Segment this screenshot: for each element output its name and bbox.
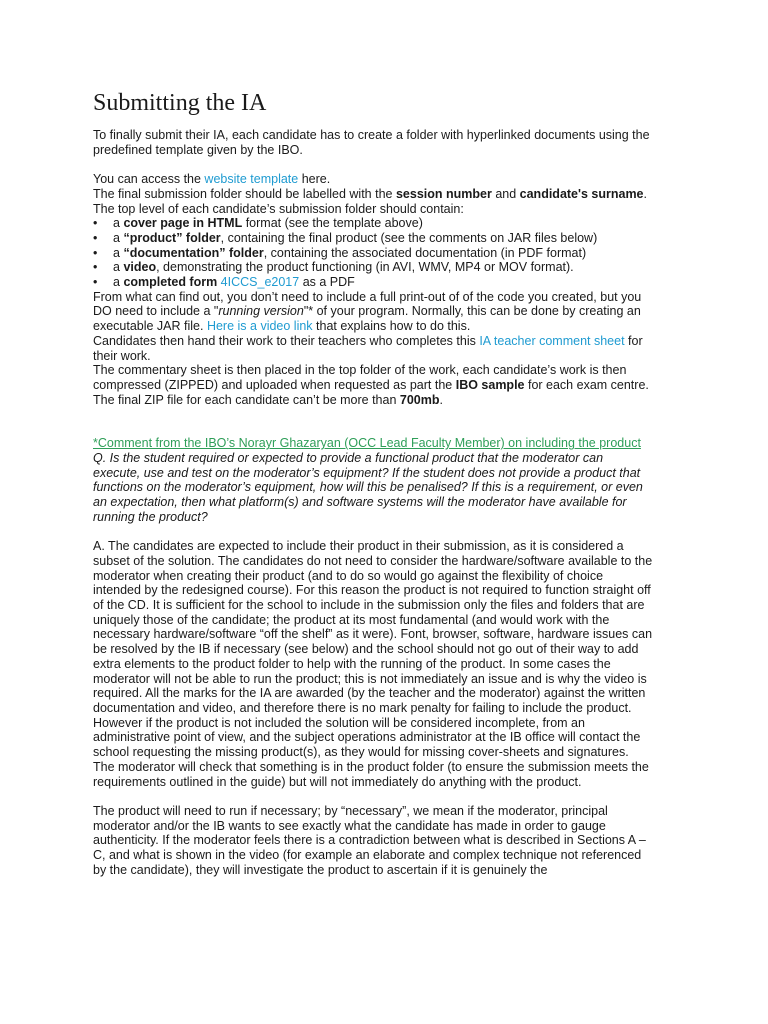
intro-paragraph: To finally submit their IA, each candidate has to create a folder with hyperlinked documents using the predefined template given by the IBO.	[93, 128, 650, 157]
candidate-surname-text: candidate's surname	[519, 186, 644, 201]
bullet: •	[93, 245, 98, 260]
teacher-comment-sheet-link[interactable]: IA teacher comment sheet	[479, 333, 625, 348]
spacer	[93, 407, 653, 436]
website-template-link[interactable]: website template	[204, 172, 299, 187]
list-item: • a “product” folder, containing the final product (see the comments on JAR files below)	[93, 230, 598, 245]
document-body	[93, 89, 653, 877]
moderator-check-paragraph: The moderator will check that something is in the product folder (to ensure the submission meets the requirements outlined in the guide) but will not immediately do anything with the product.	[93, 759, 649, 789]
bullet: •	[93, 260, 98, 275]
size-limit-text: 700mb	[399, 392, 440, 407]
form-4iccs-link[interactable]: 4ICCS_e2017	[217, 275, 300, 290]
spacer	[93, 789, 653, 804]
list-item: • a “documentation” folder, containing the associated documentation (in PDF format)	[93, 245, 587, 260]
folder-contents-list	[93, 216, 653, 290]
list-item: • a cover page in HTML format (see the template above)	[93, 216, 423, 231]
bullet: •	[93, 230, 98, 245]
list-item: • a completed form 4ICCS_e2017 as a PDF	[93, 275, 355, 290]
ibo-sample-text: IBO sample	[455, 377, 525, 392]
zip-size-paragraph: The final ZIP file for each candidate can’t be more than 700mb.	[93, 392, 443, 407]
answer-paragraph: A. The candidates are expected to include their product in their submission, as it is considered a subset of the solution. The candidates do not need to consider the hardware/software available to the moderator when creating their product (and to do so would go against the flexibility of choice intended by the redesigned course). For this reason the product is not required to function straight off of the CD. It is sufficient for the school to include in the submission only the files and folders that are uniquely those of the candidate; the product at its most fundamental (and would work with the necessary hardware/software “off the shelf” as it were). Font, browser, software, hardware issues can be resolved by the IB if necessary (see below) and the school should not go out of their way to add extra elements to the product folder to help with the running of the product. In some cases the moderator will not be able to run the product; this is not immediately an issue and is why the video is required. All the marks for the IA are awarded (by the teacher and the moderator) against the written documentation and video, and therefore there is no mark penalty for failing to include the product. However if the product is not included the solution will be considered incomplete, from an administrative point of view, and the subject operations administrator at the IB office will contact the school requesting the missing product(s), as they would for missing cover-sheets and signatures.	[93, 539, 653, 760]
list-item: • a video, demonstrating the product functioning (in AVI, WMV, MP4 or MOV format).	[93, 260, 574, 275]
hand-in-paragraph: Candidates then hand their work to their teachers who completes this IA teacher comment sheet for their work.	[93, 333, 643, 363]
label-paragraph: The final submission folder should be labelled with the session number and candidate's surname.	[93, 186, 647, 201]
comment-link[interactable]: *Comment from the IBO’s Norayr Ghazaryan (OCC Lead Faculty Member) on including the product	[93, 436, 641, 451]
commentary-paragraph: The commentary sheet is then placed in the top folder of the work, each candidate’s work is then compressed (ZIPPED) and uploaded when requested as part the IBO sample for each exam centre.	[93, 363, 649, 392]
spacer	[93, 525, 653, 540]
top-level-paragraph: The top level of each candidate’s submission folder should contain:	[93, 201, 464, 216]
bullet: •	[93, 275, 98, 290]
question-paragraph: Q. Is the student required or expected to provide a functional product that the moderator can execute, use and test on the moderator’s equipment? If the student does not provide a product that functions on the moderator’s equipment, how will this be penalised? If this is a requirement, or even an expectation, then what platform(s) and software systems will the moderator have available for running the product?	[93, 451, 643, 524]
spacer	[93, 157, 653, 172]
bullet: •	[93, 216, 98, 231]
comment-heading	[93, 436, 653, 451]
session-number-text: session number	[395, 186, 492, 201]
access-paragraph: You can access the website template here.	[93, 172, 331, 187]
run-paragraph: The product will need to run if necessary; by “necessary”, we mean if the moderator, principal moderator and/or the IB wants to see exactly what the candidate has made in order to gauge authenticity. If the moderator feels there is a contradiction between what is described in Sections A – C, and what is shown in the video (for example an elaborate and complex technique not referenced by the candidate), they will investigate the product to ascertain if it is genuinely the	[93, 803, 646, 877]
video-link[interactable]: Here is a video link	[206, 319, 313, 334]
printout-paragraph: From what can find out, you don’t need to include a full print-out of of the code you created, but you DO need to include a "running version"* of your program. Normally, this can be done by creating an executable JAR file. Here is a video link that explains how to do this.	[93, 289, 642, 334]
page-title: Submitting the IA	[93, 90, 267, 116]
